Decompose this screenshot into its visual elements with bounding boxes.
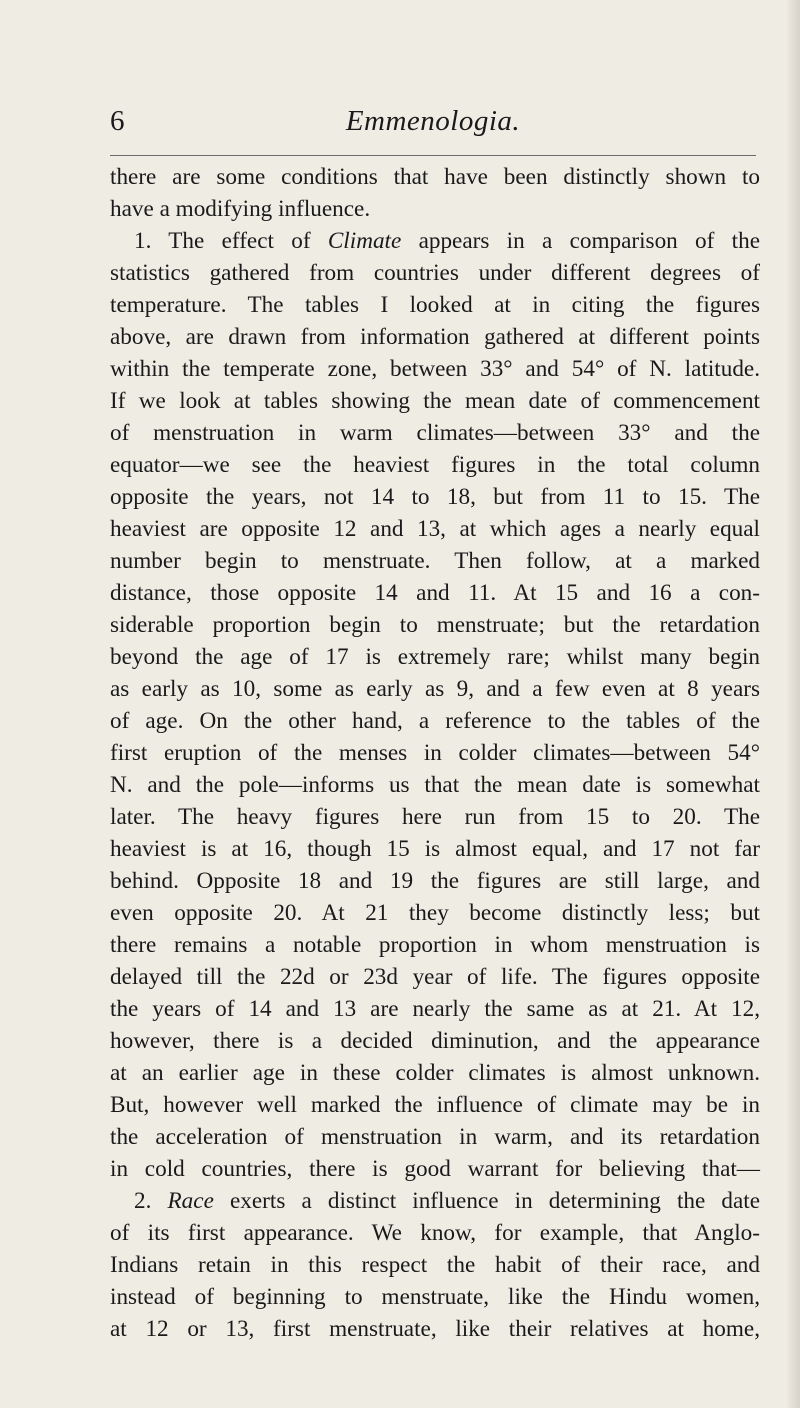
text-line: in cold countries, there is good warrant for believing that— [110,1156,760,1182]
page-edge-shadow [786,0,800,1408]
race-prefix: 2. [134,1188,168,1214]
text-line: even opposite 20. At 21 they become distinctly less; but [110,900,760,926]
page-number: 6 [110,105,125,137]
text-line: within the temperate zone, between 33° and 54° of N. latitude. [110,356,760,382]
text-line: first eruption of the menses in colder climates—between 54° [110,740,760,766]
text-line: instead of beginning to menstruate, like the Hindu women, [110,1284,760,1310]
text-line: at an earlier age in these colder climates is almost unknown. [110,1060,760,1086]
text-line-race [110,1185,760,1217]
running-title: Emmenologia. [345,105,521,137]
text-line: beyond the age of 17 is extremely rare; whilst many begin [110,644,760,670]
text-line: opposite the years, not 14 to 18, but from 11 to 15. The [110,484,760,510]
text-line: Indians retain in this respect the habit of their race, and [110,1252,760,1278]
climate-suffix: appears in a comparison of the [401,228,760,254]
text-line: later. The heavy figures here run from 15 to 20. The [110,804,760,830]
climate-term: Climate [327,228,402,254]
text-line: of menstruation in warm climates—between 33° and the [110,420,760,446]
text-line: siderable proportion begin to menstruate; but the retardation [110,612,760,638]
climate-prefix: 1. The effect of [134,228,328,254]
text-line: heaviest are opposite 12 and 13, at which ages a nearly equal [110,516,760,542]
text-line: above, are drawn from information gathered at different points [110,324,760,350]
text-line: number begin to menstruate. Then follow, at a marked [110,548,760,574]
race-term: Race [167,1188,214,1214]
text-line: of its first appearance. We know, for example, that Anglo- [110,1220,760,1246]
race-suffix: exerts a distinct influence in determining the date [213,1188,761,1214]
text-line: behind. Opposite 18 and 19 the figures are still large, and [110,868,760,894]
header-rule [110,155,756,156]
text-line: there remains a notable proportion in whom menstruation is [110,932,760,958]
text-line: distance, those opposite 14 and 11. At 15 and 16 a con- [110,580,760,606]
text-line: at 12 or 13, first menstruate, like their relatives at home, [110,1316,760,1342]
text-line: heaviest is at 16, though 15 is almost equal, and 17 not far [110,836,760,862]
text-line: the years of 14 and 13 are nearly the same as at 21. At 12, [110,996,760,1022]
text-line: equator—we see the heaviest figures in the total column [110,452,760,478]
text-line: N. and the pole—informs us that the mean date is somewhat [110,772,760,798]
text-line: If we look at tables showing the mean date of commencement [110,388,760,414]
text-line: have a modifying influence. [110,196,371,222]
text-line: there are some conditions that have been distinctly shown to [110,164,760,190]
text-line: temperature. The tables I looked at in citing the figures [110,292,760,318]
text-line: however, there is a decided diminution, and the appearance [110,1028,760,1054]
running-head [110,104,756,144]
text-line: as early as 10, some as early as 9, and a few even at 8 years [110,676,760,702]
text-line: of age. On the other hand, a reference to the tables of the [110,708,760,734]
text-line: But, however well marked the influence of climate may be in [110,1092,760,1118]
text-line-climate [110,225,760,257]
text-line: delayed till the 22d or 23d year of life. The figures opposite [110,964,760,990]
body-text [110,161,760,1345]
text-line: the acceleration of menstruation in warm, and its retardation [110,1124,760,1150]
text-line: statistics gathered from countries under different degrees of [110,260,760,286]
